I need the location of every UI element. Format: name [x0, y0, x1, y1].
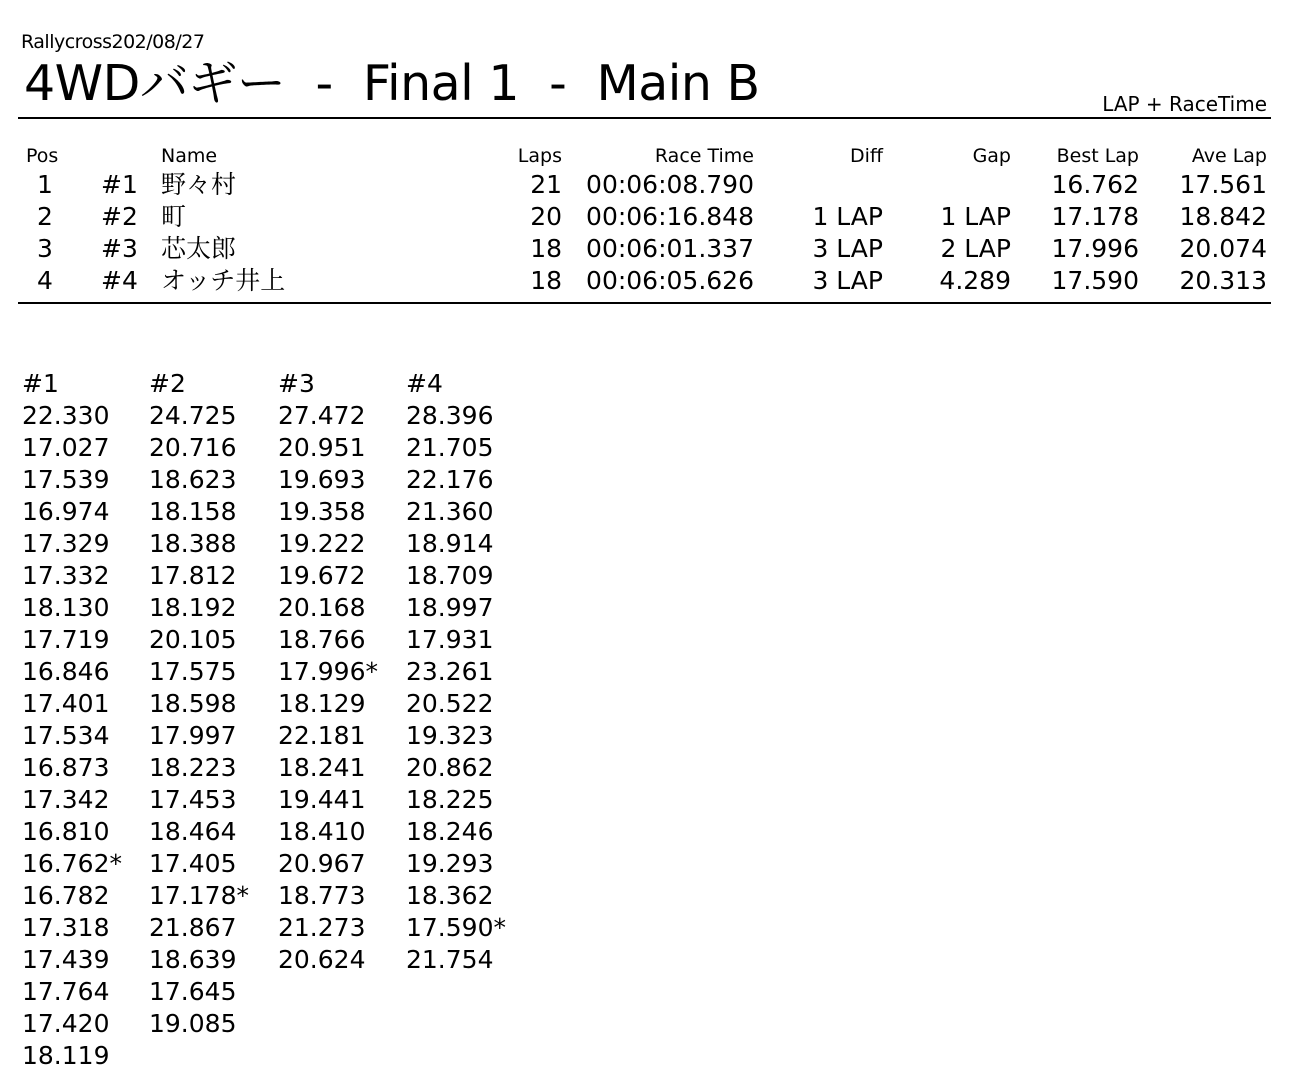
lap-time: 17.342 — [22, 785, 110, 814]
lap-time: 17.996* — [278, 657, 378, 686]
cell-gap: 2 LAP — [940, 234, 1011, 263]
lap-time: 24.725 — [149, 401, 237, 430]
cell-pos: 1 — [37, 170, 53, 199]
lap-time: 16.873 — [22, 753, 110, 782]
results-row — [0, 201, 1299, 233]
lap-time: 16.762* — [22, 849, 122, 878]
lap-time: 18.388 — [149, 529, 237, 558]
lap-time: 18.241 — [278, 753, 366, 782]
lap-time: 18.410 — [278, 817, 366, 846]
lap-time: 22.330 — [22, 401, 110, 430]
lap-time: 17.439 — [22, 945, 110, 974]
cell-driver-name: 野々村 — [161, 170, 237, 199]
lap-time: 17.534 — [22, 721, 110, 750]
lap-time: 19.672 — [278, 561, 366, 590]
header-gap: Gap — [972, 145, 1011, 167]
lap-time: 18.192 — [149, 593, 237, 622]
cell-car-number: #4 — [101, 266, 138, 295]
cell-car-number: #1 — [101, 170, 138, 199]
lap-time: 17.590* — [406, 913, 506, 942]
lap-time: 17.997 — [149, 721, 237, 750]
results-row — [0, 265, 1299, 297]
lap-time: 18.362 — [406, 881, 494, 910]
cell-car-number: #3 — [101, 234, 138, 263]
lap-time: 16.782 — [22, 881, 110, 910]
header-laps: Laps — [517, 145, 562, 167]
lap-time: 17.401 — [22, 689, 110, 718]
lap-time: 17.027 — [22, 433, 110, 462]
lap-time: 18.766 — [278, 625, 366, 654]
lap-time: 17.575 — [149, 657, 237, 686]
lap-time: 17.420 — [22, 1009, 110, 1038]
cell-laps: 18 — [530, 234, 562, 263]
cell-pos: 3 — [37, 234, 53, 263]
cell-gap: 1 LAP — [940, 202, 1011, 231]
lap-time: 19.085 — [149, 1009, 237, 1038]
lap-time: 16.846 — [22, 657, 110, 686]
lap-time: 20.522 — [406, 689, 494, 718]
header-name: Name — [161, 145, 218, 167]
lap-time: 18.225 — [406, 785, 494, 814]
cell-laps: 18 — [530, 266, 562, 295]
lap-time: 18.623 — [149, 465, 237, 494]
lap-time: 27.472 — [278, 401, 366, 430]
lap-column-header: #3 — [278, 369, 315, 398]
lap-column — [406, 368, 526, 976]
lap-time: 18.997 — [406, 593, 494, 622]
lap-column-header: #4 — [406, 369, 443, 398]
lap-time: 17.178* — [149, 881, 249, 910]
header-race-time: Race Time — [654, 145, 754, 167]
lap-column-header: #1 — [22, 369, 59, 398]
bottom-divider — [18, 302, 1271, 304]
lap-time: 17.453 — [149, 785, 237, 814]
lap-time: 20.967 — [278, 849, 366, 878]
lap-column-header: #2 — [149, 369, 186, 398]
cell-ave-lap: 20.074 — [1179, 234, 1267, 263]
lap-time: 17.931 — [406, 625, 494, 654]
lap-time: 18.598 — [149, 689, 237, 718]
top-divider — [18, 117, 1271, 119]
lap-time: 18.709 — [406, 561, 494, 590]
lap-column — [278, 368, 398, 976]
lap-time: 21.867 — [149, 913, 237, 942]
lap-time: 19.323 — [406, 721, 494, 750]
lap-time: 28.396 — [406, 401, 494, 430]
lap-time: 18.129 — [278, 689, 366, 718]
lap-time: 16.974 — [22, 497, 110, 526]
lap-time: 23.261 — [406, 657, 494, 686]
cell-ave-lap: 20.313 — [1179, 266, 1267, 295]
lap-time: 18.773 — [278, 881, 366, 910]
lap-time: 18.119 — [22, 1041, 110, 1070]
lap-time: 17.332 — [22, 561, 110, 590]
lap-time: 20.624 — [278, 945, 366, 974]
lap-time: 18.464 — [149, 817, 237, 846]
cell-ave-lap: 18.842 — [1179, 202, 1267, 231]
lap-time: 17.764 — [22, 977, 110, 1006]
lap-time: 18.130 — [22, 593, 110, 622]
cell-best-lap: 17.996 — [1051, 234, 1139, 263]
header-ave-lap: Ave Lap — [1191, 145, 1267, 167]
lap-time: 17.539 — [22, 465, 110, 494]
lap-time: 17.405 — [149, 849, 237, 878]
results-row — [0, 169, 1299, 201]
lap-time: 21.360 — [406, 497, 494, 526]
lap-time: 17.812 — [149, 561, 237, 590]
cell-race-time: 00:06:08.790 — [586, 170, 754, 199]
cell-car-number: #2 — [101, 202, 138, 231]
cell-laps: 21 — [530, 170, 562, 199]
cell-best-lap: 17.590 — [1051, 266, 1139, 295]
results-header-row — [0, 143, 1299, 169]
lap-time: 18.158 — [149, 497, 237, 526]
lap-time: 18.223 — [149, 753, 237, 782]
lap-time: 18.914 — [406, 529, 494, 558]
cell-diff: 3 LAP — [812, 266, 883, 295]
format-label: LAP + RaceTime — [1102, 92, 1267, 116]
header-best-lap: Best Lap — [1056, 145, 1139, 167]
cell-driver-name: オッチ井上 — [161, 266, 286, 295]
lap-time: 18.246 — [406, 817, 494, 846]
cell-driver-name: 町 — [161, 202, 187, 231]
lap-time: 21.754 — [406, 945, 494, 974]
report-subtitle: Rallycross202/08/27 — [21, 31, 205, 53]
lap-time: 17.645 — [149, 977, 237, 1006]
cell-pos: 2 — [37, 202, 53, 231]
cell-diff: 3 LAP — [812, 234, 883, 263]
lap-time: 20.862 — [406, 753, 494, 782]
lap-time: 17.318 — [22, 913, 110, 942]
results-table — [0, 143, 1299, 297]
lap-time: 18.639 — [149, 945, 237, 974]
lap-time: 19.358 — [278, 497, 366, 526]
lap-time: 19.222 — [278, 529, 366, 558]
lap-time: 20.716 — [149, 433, 237, 462]
lap-time: 16.810 — [22, 817, 110, 846]
cell-race-time: 00:06:01.337 — [586, 234, 754, 263]
lap-time: 20.168 — [278, 593, 366, 622]
cell-pos: 4 — [37, 266, 53, 295]
header-pos: Pos — [26, 145, 59, 167]
report-title: 4WDバギー - Final 1 - Main B — [24, 55, 760, 112]
cell-best-lap: 16.762 — [1051, 170, 1139, 199]
lap-time: 20.105 — [149, 625, 237, 654]
cell-best-lap: 17.178 — [1051, 202, 1139, 231]
lap-time: 22.181 — [278, 721, 366, 750]
cell-laps: 20 — [530, 202, 562, 231]
lap-column — [22, 368, 142, 1072]
cell-driver-name: 芯太郎 — [161, 234, 237, 263]
lap-time: 22.176 — [406, 465, 494, 494]
lap-column — [149, 368, 269, 1040]
lap-time: 17.329 — [22, 529, 110, 558]
lap-time: 17.719 — [22, 625, 110, 654]
lap-time: 21.705 — [406, 433, 494, 462]
lap-time: 20.951 — [278, 433, 366, 462]
lap-time: 21.273 — [278, 913, 366, 942]
results-row — [0, 233, 1299, 265]
lap-time: 19.693 — [278, 465, 366, 494]
lap-time: 19.441 — [278, 785, 366, 814]
cell-race-time: 00:06:16.848 — [586, 202, 754, 231]
cell-diff: 1 LAP — [812, 202, 883, 231]
cell-ave-lap: 17.561 — [1179, 170, 1267, 199]
header-diff: Diff — [850, 145, 883, 167]
lap-time: 19.293 — [406, 849, 494, 878]
cell-gap: 4.289 — [939, 266, 1011, 295]
cell-race-time: 00:06:05.626 — [586, 266, 754, 295]
